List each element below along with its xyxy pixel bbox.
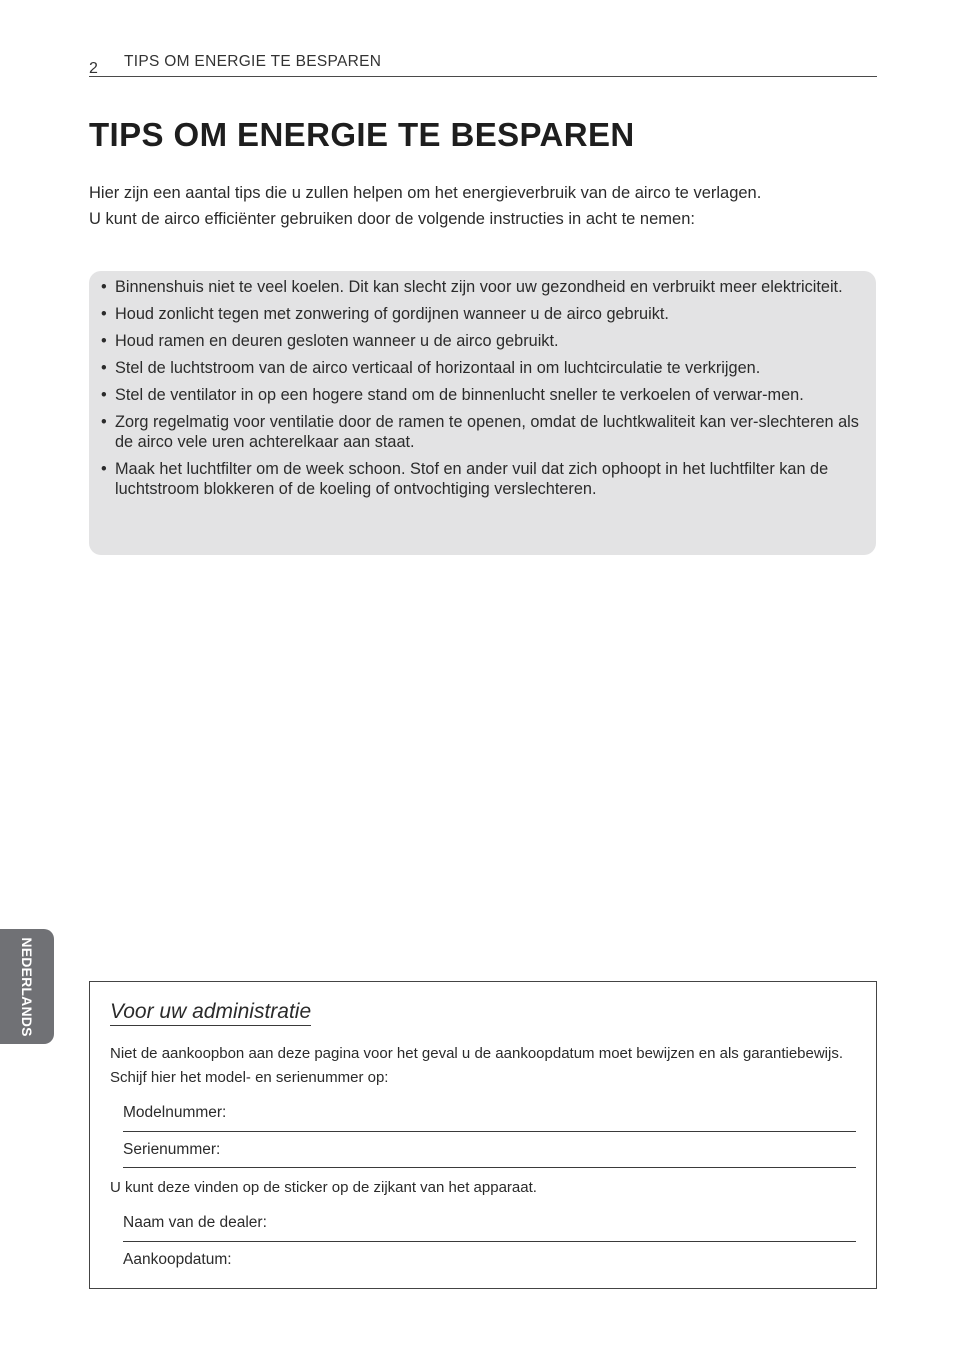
purchase-date-label: Aankoopdatum: — [123, 1251, 232, 1268]
bullet-icon: • — [101, 359, 107, 377]
tip-text: Stel de luchtstroom van de airco verticaal of horizontaal in om luchtcirculatie te verkrijgen. — [115, 359, 761, 377]
serial-number-label: Serienummer: — [123, 1141, 221, 1158]
running-header — [89, 52, 877, 77]
tip-text: Maak het luchtfilter om de week schoon. Stof en ander vuil dat zich ophoopt in het luchtfilter kan de luchtstroom blokkeren of de koeling of ontvochtiging verslechteren. — [115, 460, 829, 498]
bullet-icon: • — [101, 278, 107, 296]
running-title: TIPS OM ENERGIE TE BESPAREN — [124, 53, 382, 70]
model-number-label: Modelnummer: — [123, 1104, 227, 1121]
admin-intro: Niet de aankoopbon aan deze pagina voor het geval u de aankoopdatum moet bewijzen en als garantiebewijs. Schijf hier het model- en serienummer op: — [110, 1045, 844, 1086]
intro-text — [89, 180, 879, 232]
dealer-name-field[interactable] — [123, 1214, 856, 1242]
page-number: 2 — [89, 60, 98, 77]
purchase-date-field[interactable] — [123, 1251, 856, 1275]
language-tab — [0, 929, 54, 1044]
tip-item — [101, 459, 866, 499]
page-title: TIPS OM ENERGIE TE BESPAREN — [89, 116, 635, 153]
intro-line-1: Hier zijn een aantal tips die u zullen helpen om het energieverbruik van de airco te verlagen. — [89, 184, 762, 202]
bullet-icon: • — [101, 413, 107, 431]
tip-text: Stel de ventilator in op een hogere stand om de binnenlucht sneller te verkoelen of verwar-men. — [115, 386, 804, 404]
bullet-icon: • — [101, 460, 107, 478]
tip-text: Binnenshuis niet te veel koelen. Dit kan slecht zijn voor uw gezondheid en verbruikt meer elektriciteit. — [115, 278, 843, 296]
tip-item — [101, 412, 866, 452]
bullet-icon: • — [101, 305, 107, 323]
admin-box — [89, 981, 877, 1289]
tip-text: Zorg regelmatig voor ventilatie door de ramen te openen, omdat de luchtkwaliteit kan ver-slechteren als de airco vele uren achterelkaar aan staat. — [115, 413, 859, 451]
tip-item — [101, 304, 866, 324]
bullet-icon: • — [101, 386, 107, 404]
tips-list — [101, 277, 866, 499]
sticker-note: U kunt deze vinden op de sticker op de zijkant van het apparaat. — [110, 1179, 537, 1196]
tip-item — [101, 277, 866, 297]
tip-text: Houd ramen en deuren gesloten wanneer u de airco gebruikt. — [115, 332, 559, 350]
tip-text: Houd zonlicht tegen met zonwering of gordijnen wanneer u de airco gebruikt. — [115, 305, 669, 323]
admin-title: Voor uw administratie — [110, 1000, 311, 1026]
serial-number-field[interactable] — [123, 1141, 856, 1168]
dealer-name-label: Naam van de dealer: — [123, 1214, 267, 1231]
language-tab-label: NEDERLANDS — [19, 936, 35, 1037]
tips-box — [89, 271, 876, 555]
bullet-icon: • — [101, 332, 107, 350]
tip-item — [101, 385, 866, 405]
tip-item — [101, 358, 866, 378]
tip-item — [101, 331, 866, 351]
intro-line-2: U kunt de airco efficiënter gebruiken door de volgende instructies in acht te nemen: — [89, 210, 695, 228]
model-number-field[interactable] — [123, 1104, 856, 1132]
